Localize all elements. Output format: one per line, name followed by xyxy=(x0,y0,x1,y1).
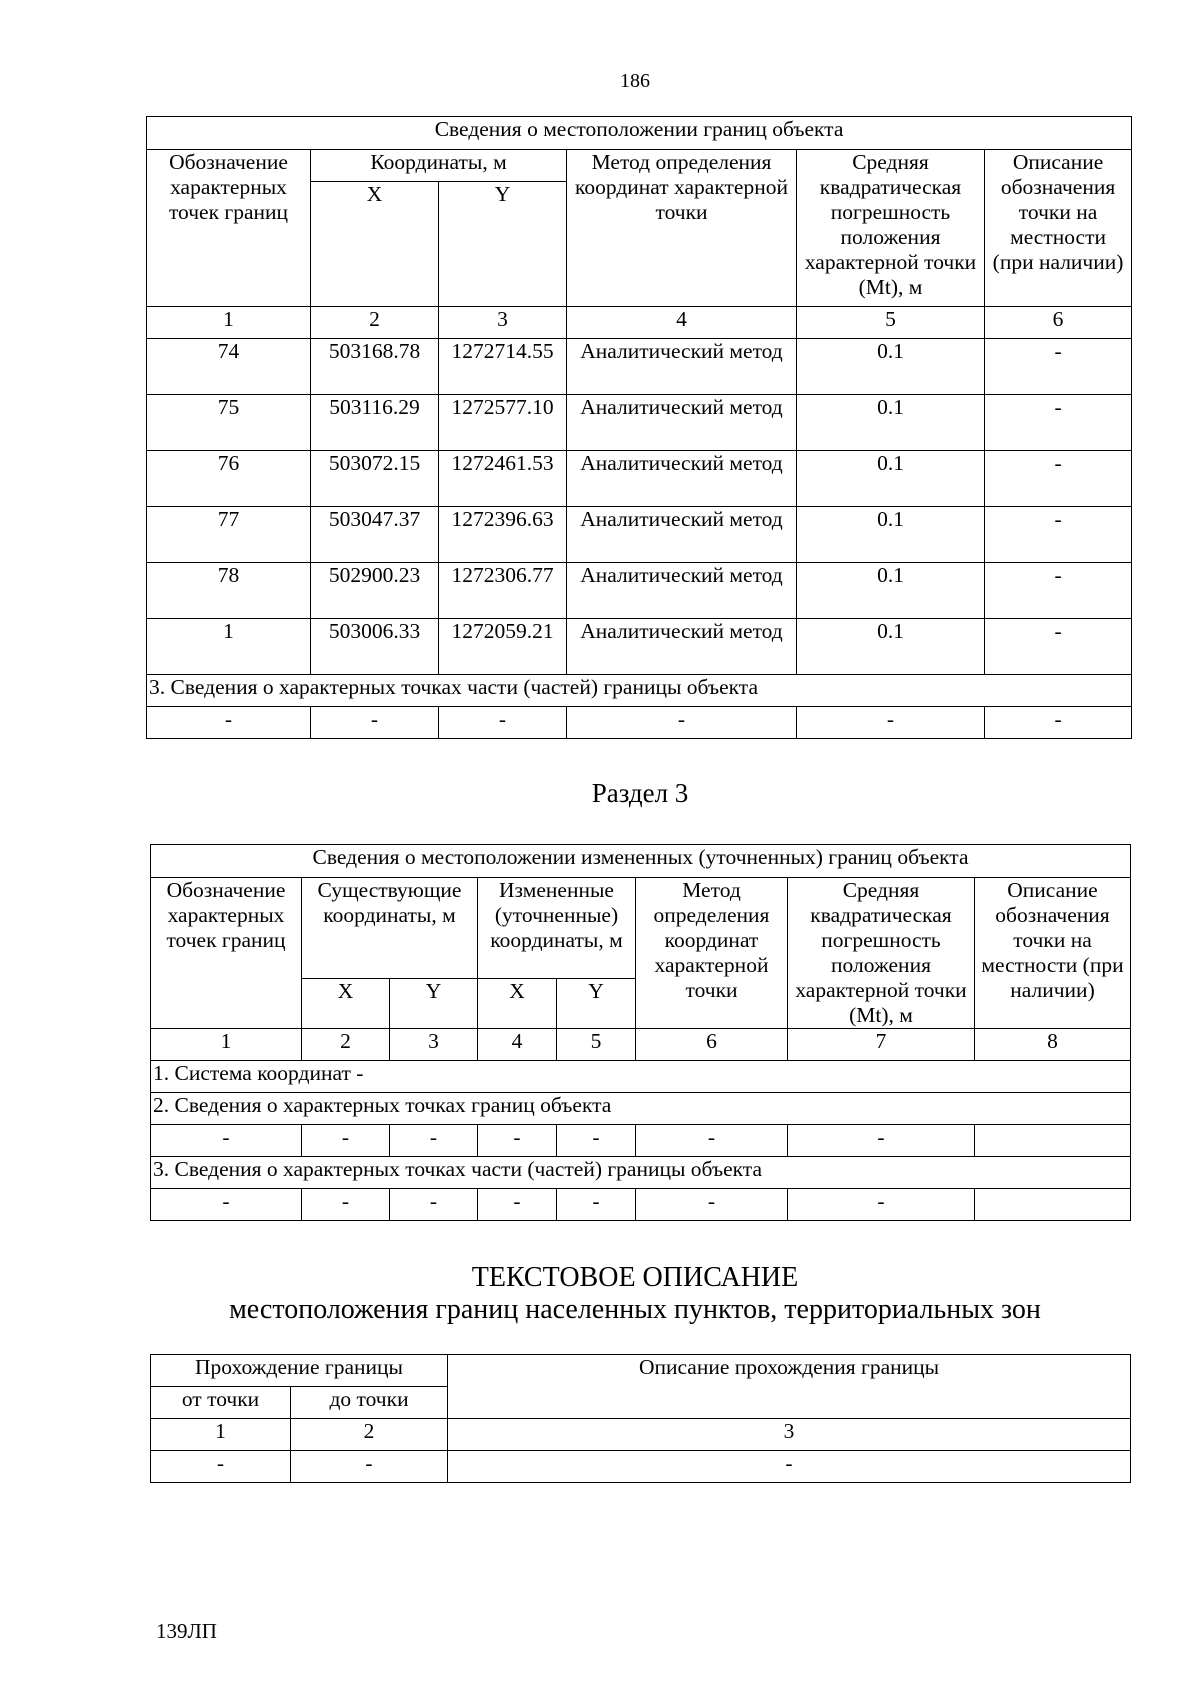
dash-cell: - xyxy=(788,1189,975,1221)
header-error: Средняя квадратическая погрешность положения характерной точки (Mt), м xyxy=(797,150,985,307)
dash-cell: - xyxy=(147,707,311,739)
text-description-title: ТЕКСТОВОЕ ОПИСАНИЕ xyxy=(471,1262,799,1293)
col-number: 4 xyxy=(478,1029,557,1061)
y-cell: 1272461.53 xyxy=(439,451,567,507)
x-cell: 503168.78 xyxy=(311,339,439,395)
document-code: 139ЛП xyxy=(156,1619,217,1643)
col-number: 2 xyxy=(311,307,439,339)
y-cell: 1272306.77 xyxy=(439,563,567,619)
table-row xyxy=(147,507,1132,563)
header-existing: Существующие координаты, м xyxy=(302,878,478,979)
point-cell: 77 xyxy=(147,507,311,563)
col-number: 1 xyxy=(147,307,311,339)
dash-cell xyxy=(975,1189,1131,1221)
col-number: 4 xyxy=(567,307,797,339)
error-cell: 0.1 xyxy=(797,395,985,451)
boundary-passage-table xyxy=(150,1354,1131,1483)
table-row xyxy=(147,619,1132,675)
dash-cell: - xyxy=(448,1451,1131,1483)
dash-cell: - xyxy=(291,1451,448,1483)
text-description-subtitle: местоположения границ населенных пунктов, территориальных зон xyxy=(229,1294,1041,1325)
table-row xyxy=(151,1125,1131,1157)
section-title: Раздел 3 xyxy=(591,778,689,808)
dash-cell: - xyxy=(985,707,1132,739)
header-y: Y xyxy=(390,978,478,1028)
table-row xyxy=(147,339,1132,395)
error-cell: 0.1 xyxy=(797,451,985,507)
x-cell: 503116.29 xyxy=(311,395,439,451)
table-title: Сведения о местоположении измененных (уточненных) границ объекта xyxy=(151,845,1131,878)
table-row xyxy=(147,563,1132,619)
header-description: Описание обозначения точки на местности (при наличии) xyxy=(975,878,1131,1029)
header-coordinates: Координаты, м xyxy=(311,150,567,182)
method-cell: Аналитический метод xyxy=(567,395,797,451)
method-cell: Аналитический метод xyxy=(567,563,797,619)
header-method: Метод определения координат характерной точки xyxy=(636,878,788,1029)
coord-system-label: 1. Система координат - xyxy=(151,1061,1131,1093)
table-row xyxy=(147,451,1132,507)
error-cell: 0.1 xyxy=(797,563,985,619)
y-cell: 1272059.21 xyxy=(439,619,567,675)
error-cell: 0.1 xyxy=(797,339,985,395)
parts-section-label: 3. Сведения о характерных точках части (частей) границы объекта xyxy=(147,675,1132,707)
page-number: 186 xyxy=(620,70,650,92)
changed-boundary-table xyxy=(150,844,1131,1221)
header-error: Средняя квадратическая погрешность положения характерной точки (Mt), м xyxy=(788,878,975,1029)
boundary-points-label: 2. Сведения о характерных точках границ объекта xyxy=(151,1093,1131,1125)
x-cell: 503047.37 xyxy=(311,507,439,563)
col-number: 1 xyxy=(151,1029,302,1061)
point-cell: 76 xyxy=(147,451,311,507)
desc-cell: - xyxy=(985,339,1132,395)
desc-cell: - xyxy=(985,619,1132,675)
col-number: 1 xyxy=(151,1419,291,1451)
error-cell: 0.1 xyxy=(797,619,985,675)
desc-cell: - xyxy=(985,451,1132,507)
point-cell: 74 xyxy=(147,339,311,395)
header-from-point: от точки xyxy=(151,1387,291,1419)
point-cell: 78 xyxy=(147,563,311,619)
col-number: 3 xyxy=(448,1419,1131,1451)
header-designation: Обозначение характерных точек границ xyxy=(147,150,311,307)
dash-cell: - xyxy=(311,707,439,739)
col-number: 5 xyxy=(797,307,985,339)
desc-cell: - xyxy=(985,563,1132,619)
col-number: 2 xyxy=(291,1419,448,1451)
y-cell: 1272396.63 xyxy=(439,507,567,563)
column-numbers-row xyxy=(147,307,1132,339)
desc-cell: - xyxy=(985,395,1132,451)
header-description: Описание обозначения точки на местности (при наличии) xyxy=(985,150,1132,307)
column-numbers-row xyxy=(151,1419,1131,1451)
col-number: 3 xyxy=(439,307,567,339)
col-number: 3 xyxy=(390,1029,478,1061)
y-cell: 1272577.10 xyxy=(439,395,567,451)
table-row xyxy=(151,1189,1131,1221)
col-number: 2 xyxy=(302,1029,390,1061)
point-cell: 1 xyxy=(147,619,311,675)
x-cell: 503072.15 xyxy=(311,451,439,507)
header-to-point: до точки xyxy=(291,1387,448,1419)
table-row xyxy=(147,707,1132,739)
header-x: X xyxy=(311,182,439,307)
method-cell: Аналитический метод xyxy=(567,339,797,395)
error-cell: 0.1 xyxy=(797,507,985,563)
method-cell: Аналитический метод xyxy=(567,619,797,675)
method-cell: Аналитический метод xyxy=(567,451,797,507)
header-passage-description: Описание прохождения границы xyxy=(448,1355,1131,1419)
dash-cell: - xyxy=(151,1125,302,1157)
dash-cell: - xyxy=(302,1125,390,1157)
x-cell: 502900.23 xyxy=(311,563,439,619)
table-title: Сведения о местоположении границ объекта xyxy=(147,117,1132,150)
dash-cell: - xyxy=(478,1189,557,1221)
dash-cell: - xyxy=(390,1189,478,1221)
dash-cell: - xyxy=(567,707,797,739)
dash-cell: - xyxy=(797,707,985,739)
header-y: Y xyxy=(439,182,567,307)
dash-cell: - xyxy=(557,1189,636,1221)
x-cell: 503006.33 xyxy=(311,619,439,675)
header-passage: Прохождение границы xyxy=(151,1355,448,1387)
dash-cell: - xyxy=(557,1125,636,1157)
method-cell: Аналитический метод xyxy=(567,507,797,563)
col-number: 6 xyxy=(985,307,1132,339)
dash-cell xyxy=(975,1125,1131,1157)
header-x: X xyxy=(302,978,390,1028)
boundary-location-table xyxy=(146,116,1132,739)
dash-cell: - xyxy=(478,1125,557,1157)
col-number: 5 xyxy=(557,1029,636,1061)
dash-cell: - xyxy=(788,1125,975,1157)
dash-cell: - xyxy=(636,1125,788,1157)
dash-cell: - xyxy=(151,1451,291,1483)
header-method: Метод определения координат характерной точки xyxy=(567,150,797,307)
dash-cell: - xyxy=(439,707,567,739)
desc-cell: - xyxy=(985,507,1132,563)
table-row xyxy=(147,395,1132,451)
dash-cell: - xyxy=(151,1189,302,1221)
dash-cell: - xyxy=(636,1189,788,1221)
parts-section-label: 3. Сведения о характерных точках части (частей) границы объекта xyxy=(151,1157,1131,1189)
col-number: 7 xyxy=(788,1029,975,1061)
dash-cell: - xyxy=(302,1189,390,1221)
table-row xyxy=(151,1451,1131,1483)
header-designation: Обозначение характерных точек границ xyxy=(151,878,302,1029)
column-numbers-row xyxy=(151,1029,1131,1061)
header-y: Y xyxy=(557,978,636,1028)
col-number: 6 xyxy=(636,1029,788,1061)
y-cell: 1272714.55 xyxy=(439,339,567,395)
point-cell: 75 xyxy=(147,395,311,451)
col-number: 8 xyxy=(975,1029,1131,1061)
header-x: X xyxy=(478,978,557,1028)
header-changed: Измененные (уточненные) координаты, м xyxy=(478,878,636,979)
dash-cell: - xyxy=(390,1125,478,1157)
